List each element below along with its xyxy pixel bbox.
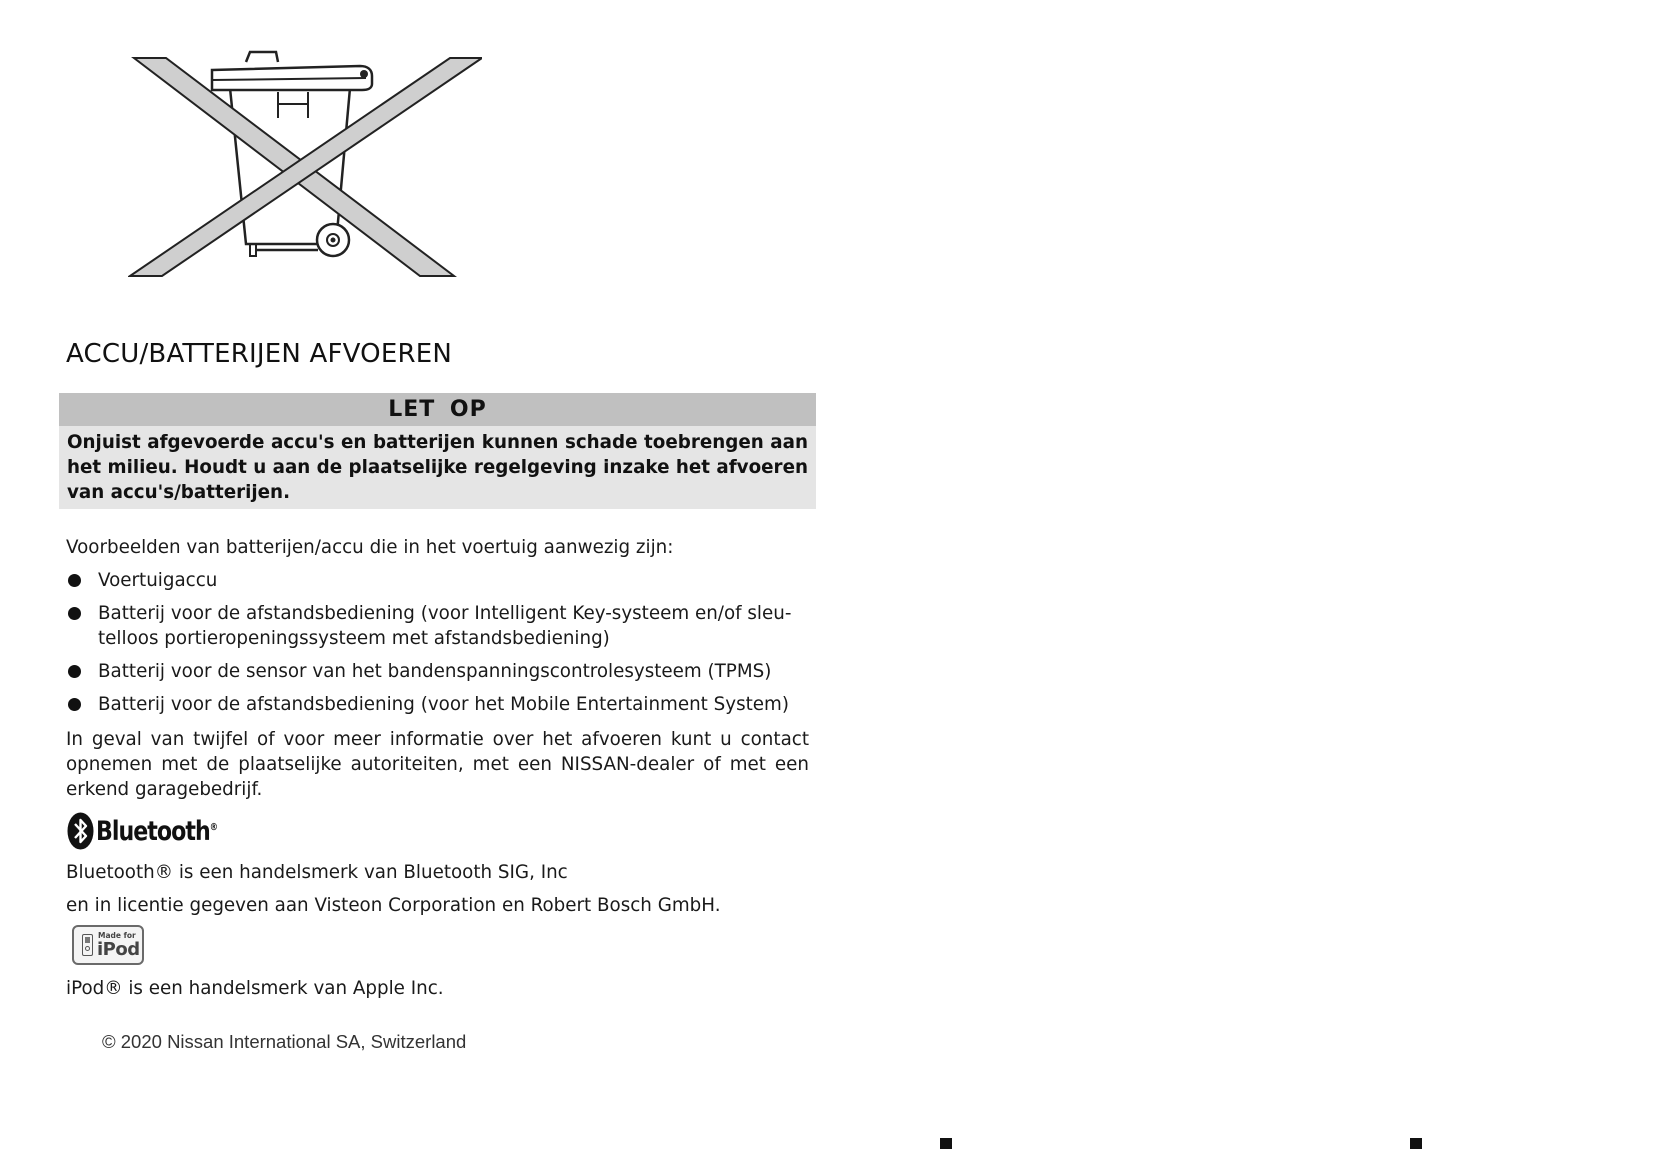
bluetooth-logo — [67, 812, 244, 850]
bluetooth-license-line: en in licentie gegeven aan Visteon Corporation en Robert Bosch GmbH. — [66, 895, 721, 916]
caution-box — [59, 393, 816, 509]
list-item-text: Batterij voor de afstandsbediening (voor het Mobile Entertainment System) — [98, 694, 789, 715]
bluetooth-wordmark: Bluetooth® — [96, 815, 217, 847]
bullet-icon — [68, 607, 81, 620]
list-item — [66, 692, 809, 717]
ipod-badge-big-text: iPod — [97, 939, 140, 960]
battery-list — [66, 568, 809, 725]
caution-header: LET OP — [59, 393, 816, 426]
ipod-trademark-line: iPod® is een handelsmerk van Apple Inc. — [66, 978, 444, 999]
crossed-out-wheelie-bin-icon — [128, 44, 482, 306]
bullet-icon — [68, 574, 81, 587]
bullet-icon — [68, 698, 81, 711]
bullet-icon — [68, 665, 81, 678]
section-title: ACCU/BATTERIJEN AFVOEREN — [66, 339, 453, 369]
list-item — [66, 568, 809, 593]
intro-paragraph: Voorbeelden van batterijen/accu die in het voertuig aanwezig zijn: — [66, 537, 674, 558]
list-item — [66, 601, 809, 651]
list-item — [66, 659, 809, 684]
list-item-text: Batterij voor de afstandsbediening (voor Intelligent Key-systeem en/of sleu-telloos portieropeningssysteem met afstandsbediening) — [98, 603, 792, 649]
ipod-device-icon — [82, 934, 93, 956]
caution-text: Onjuist afgevoerde accu's en batterijen kunnen schade toebrengen aan het milieu. Houdt u aan de plaatselijke regelgeving inzake het afvoeren van accu's/batterijen. — [59, 426, 816, 509]
bluetooth-rune-icon — [67, 812, 94, 850]
ipod-badge-small-text: Made for — [98, 931, 136, 940]
outro-paragraph: In geval van twijfel of voor meer informatie over het afvoeren kunt u contact opnemen met de plaatselijke autoriteiten, met een NISSAN-dealer of met een erkend garagebedrijf. — [66, 729, 809, 800]
list-item-text: Voertuigaccu — [98, 570, 218, 591]
list-item-text: Batterij voor de sensor van het bandenspanningscontrolesysteem (TPMS) — [98, 661, 772, 682]
crop-mark — [940, 1138, 952, 1149]
bluetooth-trademark-line: Bluetooth® is een handelsmerk van Bluetooth SIG, Inc — [66, 862, 568, 883]
copyright-notice: © 2020 Nissan International SA, Switzerland — [102, 1031, 467, 1052]
crop-mark — [1410, 1138, 1422, 1149]
made-for-ipod-badge — [72, 925, 144, 965]
